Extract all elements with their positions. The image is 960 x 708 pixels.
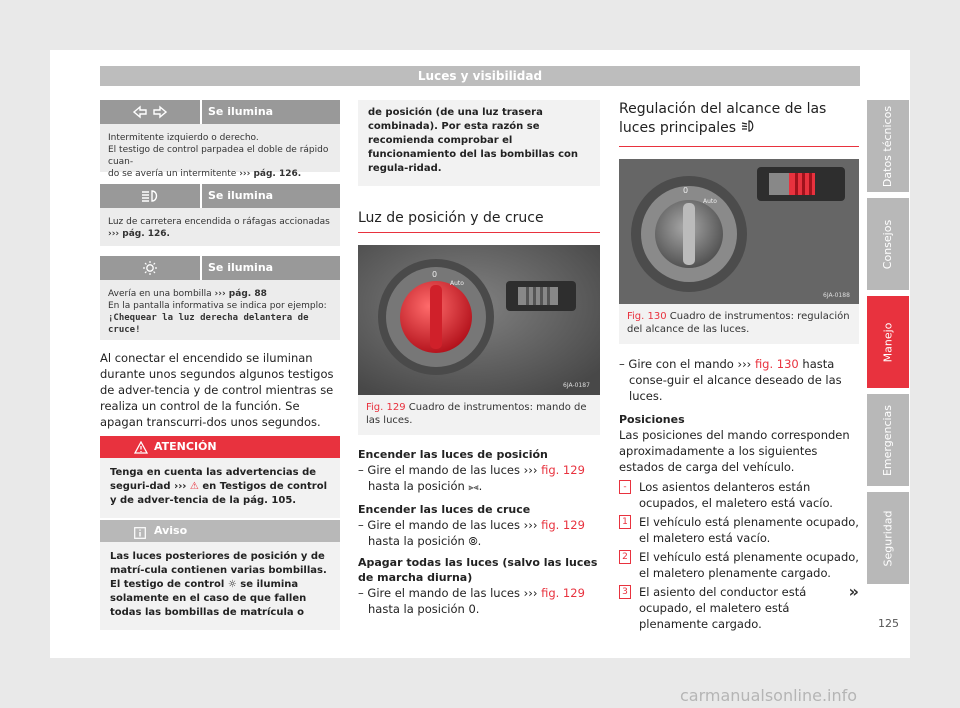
step-text: Gire con el mando ››› (628, 357, 755, 371)
section-title-position-lights: Luz de posición y de cruce (358, 210, 600, 233)
page-reference[interactable]: ››› pág. 88 (214, 289, 267, 299)
figure-link[interactable]: fig. 129 (541, 518, 585, 532)
indicator-line: En la pantalla informativa se indica por ejemplo: (108, 301, 327, 311)
position-number: 1 (619, 515, 631, 529)
tab-label: Emergencias (881, 404, 895, 476)
light-switch-image (358, 245, 600, 395)
display-message: ¡Chequear la luz derecha delantera de (108, 313, 309, 323)
low-beam-icon: ⦾ (468, 534, 478, 548)
note-text (100, 542, 340, 630)
indicator-text (100, 208, 340, 246)
warning-triangle-icon (134, 440, 148, 462)
tab-label: Consejos (881, 219, 895, 269)
position-text: El vehículo está plenamente ocupado, el maletero plenamente cargado. (639, 550, 859, 580)
position-text: El vehículo está plenamente ocupado, el maletero está vacío. (639, 515, 859, 545)
warning-box (100, 436, 340, 518)
figure-link[interactable]: fig. 130 (754, 357, 799, 371)
step-item: – Gire el mando de las luces ››› fig. 129 hasta la posición 0. (358, 586, 585, 616)
steps-list (358, 447, 600, 617)
step-item: – Gire el mando de las luces ››› fig. 129 hasta la posición ⫸⫷. (358, 463, 585, 493)
list-item (619, 479, 859, 511)
page-header: Luces y visibilidad (100, 66, 860, 86)
headlight-range-image (619, 159, 859, 304)
step-text: hasta la posición (368, 534, 469, 548)
indicator-line: El testigo de control parpadea el doble de rápido cuan- (108, 145, 329, 167)
position-text: Los asientos delanteros están ocupados, el maletero está vacío. (639, 480, 833, 510)
note-header (100, 520, 340, 542)
step-heading: Apagar todas las luces (salvo las luces de marcha diurna) (358, 556, 598, 584)
indicator-line: do se avería un intermitente (108, 169, 237, 179)
page-reference[interactable]: ››› pág. 126. (239, 169, 302, 179)
indicator-high-beam (100, 184, 340, 246)
step-heading: Encender las luces de cruce (358, 503, 531, 516)
tab-label: Datos técnicos (881, 105, 895, 187)
position-light-icon: ⫸⫷ (468, 483, 479, 493)
step-text: Gire el mando de las luces ››› (367, 518, 542, 532)
positions-heading: Posiciones (619, 413, 685, 426)
step-text: hasta conse-guir el alcance deseado de las luces. (629, 357, 842, 403)
indicator-turn-signal (100, 100, 340, 179)
step-heading: Encender las luces de posición (358, 448, 548, 461)
note-box (100, 520, 340, 630)
note-title: Aviso (154, 524, 188, 537)
indicator-line: Avería en una bombilla (108, 289, 212, 299)
headlight-range-icon (741, 120, 755, 136)
tab-seguridad[interactable] (867, 492, 909, 584)
tab-datos-tecnicos[interactable] (867, 100, 909, 192)
positions-intro: Las posiciones del mando corresponden aproximadamente a los siguientes estados de carga del vehículo. (619, 428, 850, 474)
figure-code: 6JA-0188 (823, 292, 850, 299)
figure-number: Fig. 130 (627, 311, 667, 322)
indicator-label: Se ilumina (200, 184, 340, 208)
range-step: – Gire con el mando ››› fig. 130 hasta conse-guir el alcance deseado de las luces. (619, 357, 842, 403)
section-title-headlight-range (619, 100, 859, 147)
figure-number: Fig. 129 (366, 402, 406, 413)
position-number: 3 (619, 585, 631, 599)
warning-text (100, 458, 340, 518)
list-item (619, 514, 859, 546)
step-text: hasta la posición (368, 479, 469, 493)
figure-code: 6JA-0187 (563, 382, 590, 389)
note-line: se ilumina solamente en el caso de que fallen todas las bombillas de matrícula o (110, 579, 307, 618)
page-reference[interactable]: ››› pág. 126. (108, 229, 170, 239)
warning-header (100, 436, 340, 458)
step-text: hasta la posición 0. (368, 602, 480, 616)
list-item (619, 584, 859, 632)
page-number: 125 (878, 617, 899, 630)
figure-caption-text: Cuadro de instrumentos: mando de las luces. (366, 402, 587, 426)
figure-130 (619, 159, 859, 344)
list-item (619, 549, 859, 581)
high-beam-icon (100, 184, 200, 208)
indicator-line: Intermitente izquierdo o derecho. (108, 133, 259, 143)
middle-column (358, 100, 600, 617)
step-text: Gire el mando de las luces ››› (367, 586, 542, 600)
warning-link[interactable]: en Testigos de control y de adver-tencia de la pág. 105. (110, 481, 328, 506)
figure-caption-text: Cuadro de instrumentos: regulación del alcance de las luces. (627, 311, 850, 335)
info-icon (134, 525, 146, 547)
continue-chevron-icon: » (848, 582, 859, 601)
continued-note: de posición (de una luz trasera combinada). Por esta razón se recomienda comprobar el funcionamiento del las bombillas con regula-ridad. (358, 100, 600, 186)
step-item: – Gire el mando de las luces ››› fig. 129 hasta la posición ⦾. (358, 518, 585, 548)
tab-label: Manejo (881, 322, 895, 362)
indicator-line: Luz de carretera encendida o ráfagas accionadas (108, 217, 330, 227)
position-number: 2 (619, 550, 631, 564)
figure-link[interactable]: fig. 129 (541, 463, 585, 477)
tab-manejo[interactable] (867, 296, 909, 388)
step-text: Gire el mando de las luces ››› (367, 463, 542, 477)
svg-text:Auto: Auto (703, 198, 717, 205)
warning-title: ATENCIÓN (154, 440, 217, 453)
figure-caption (619, 304, 859, 344)
indicator-text (100, 124, 340, 179)
bulb-fault-icon: ☼ (227, 579, 237, 590)
svg-text:0: 0 (432, 270, 438, 279)
indicator-bulb-fault (100, 256, 340, 340)
figure-caption (358, 395, 600, 435)
warning-line: Tenga en cuenta las advertencias de seguri-dad ››› (110, 467, 317, 492)
bulb-fault-icon (100, 256, 200, 280)
indicator-text (100, 280, 340, 340)
warning-triangle-icon: ⚠ (189, 481, 199, 492)
figure-link[interactable]: fig. 129 (541, 586, 585, 600)
position-text: El asiento del conductor está ocupado, el maletero está plenamente cargado. (639, 585, 807, 631)
right-column (619, 100, 859, 635)
positions-list (619, 479, 859, 632)
figure-129 (358, 245, 600, 435)
note-line: Las luces posteriores de posición y de matrí-cula contienen varias bombillas. El testigo de control (110, 551, 327, 590)
indicator-label: Se ilumina (200, 100, 340, 124)
svg-text:Auto: Auto (450, 280, 464, 287)
position-number: - (619, 480, 631, 494)
tab-emergencias[interactable] (867, 394, 909, 486)
svg-text:0: 0 (683, 186, 689, 195)
section-title-text: Regulación del alcance de las luces principales (619, 101, 827, 136)
tab-consejos[interactable] (867, 198, 909, 290)
turn-signal-icon (100, 100, 200, 124)
watermark: carmanualsonline.info (680, 686, 858, 705)
indicator-label: Se ilumina (200, 256, 340, 280)
intro-paragraph: Al conectar el encendido se iluminan durante unos segundos algunos testigos de adver-tencia y de control mientras se realiza un control de la función. Se apagan transcurri-dos unos segundos. (100, 351, 334, 429)
tab-label: Seguridad (881, 510, 895, 566)
display-message: cruce! (108, 325, 141, 335)
